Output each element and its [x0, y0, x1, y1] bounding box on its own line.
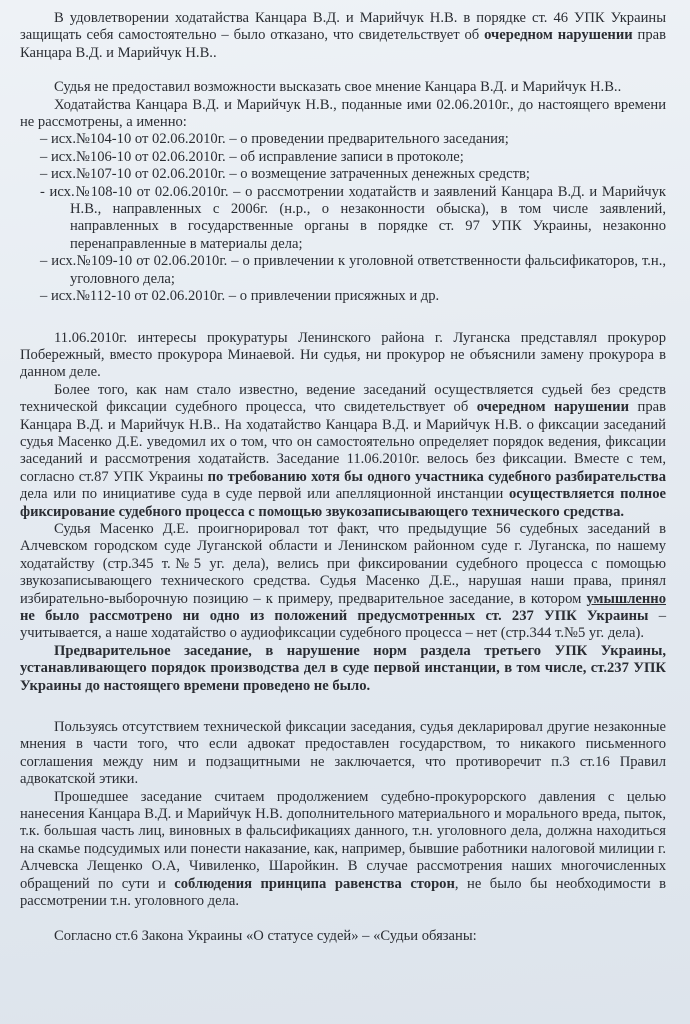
paragraph-lawyer-agreement: Пользуясь отсутствием технической фиксации заседания, судья декларировал другие незаконные мнения в части того, что если адвокат предоставлен государством, то никакого письменного соглашения между ним и подзащитными не заключается, что противоречит п.3 ст.16 Правил адвокатской этики. — [20, 719, 666, 788]
emphasis-next-violation: очередном нарушении — [484, 27, 633, 44]
paragraph-no-opinion: Судья не предоставил возможности высказать свое мнение Канцара В.Д. и Марийчук Н.В.. — [54, 79, 622, 96]
paragraph-recording-violation: Более того, как нам стало известно, ведение заседаний осуществляется судьей без средств технической фиксации судебного процесса, что свидетельствует об очередном нарушении прав Канцара В.Д. и Марийчук Н.В.. На ходатайство Канцара В.Д. и Марийчук Н.В. о фиксации заседаний судья Масенко Д.Е. уведомил их о том, что он самостоятельно определяет порядок ведения, фиксации заседаний и рассмотрения ходатайств. Заседание 11.06.2010г. велось без фиксации. Вместе с тем, согласно ст.87 УПК Украины по требованию хотя бы одного участника судебного разбирательства дела или по инициативе суда в суде первой или апелляционной инстанции осуществляется полное фиксирование судебного процесса с помощью звукозаписывающего технического средства. — [20, 381, 666, 520]
paragraph-judge-ignored: Судья Масенко Д.Е. проигнорировал тот факт, что предыдущие 56 судебных заседаний в Алчевском городском суде Луганской области и Ленинском районном суде г. Луганска, по нашему ходатайству (стр.345 т.№5 уг. дела), велись при фиксировании судебного процесса с помощью звукозаписывающего технического средства. Судья Масенко Д.Е., нарушая наши права, принял избирательно-выборочную позицию – к примеру, предварительное заседание, в котором умышленно не было рассмотрено ни одно из положений предусмотренных ст. 237 УПК Украины – учитывается, а наше ходатайство о аудиофиксации судебного процесса – нет (стр.344 т.№5 уг. дела). — [20, 520, 666, 642]
paragraph-pressure: Прошедшее заседание считаем продолжением судебно-прокурорского давления с целью нанесения Канцара В.Д. и Марийчук Н.В. дополнительного материального и морального вреда, пыток, т.к. большая часть лиц, виновных в фальсификациях данного, т.н. уголовного дела, должна находиться на скамье подсудимых или понести наказание, как, например, бывшие работники налоговой милиции г. Алчевска Лещенко О.А, Чивиленко, Шаройкин. В случае рассмотрения наших многочисленных обращений по сути и соблюдения принципа равенства сторон, не было бы необходимости в рассмотрении т.н. уголовного дела. — [20, 788, 666, 910]
paragraph-motions-intro: Ходатайства Канцара В.Д. и Марийчук Н.В., поданные ими 02.06.2010г., до настоящего времени не рассмотрены, а именно: — [20, 96, 666, 131]
motion-item: - исх.№108-10 от 02.06.2010г. – о рассмотрении ходатайств и заявлений Канцара В.Д. и Марийчук Н.В., направленных с 2006г. (н.р., о незаконности обыска), в том числе заявлений, направленных в государственные органы в порядке ст. 97 УПК Украины, незаконно перенаправленные в материалы дела; — [40, 183, 666, 252]
paragraph-law-on-judges: Согласно ст.6 Закона Украины «О статусе судей» – «Судьи обязаны: — [54, 927, 477, 944]
motion-item: – исх.№104-10 от 02.06.2010г. – о проведении предварительного заседания; — [40, 131, 509, 148]
emphasis-deliberately: умышленно — [586, 590, 666, 607]
paragraph-prosecutor-replacement: 11.06.2010г. интересы прокуратуры Ленинского района г. Луганска представлял прокурор Побережный, вместо прокурора Минаевой. Ни судья, ни прокурор не объяснили замену прокурора в данном деле. — [20, 329, 666, 381]
paragraph-preliminary-hearing: Предварительное заседание, в нарушение норм раздела третьего УПК Украины, устанавливающего порядок производства дел в суде первой инстанции, в том числе, ст.237 УПК Украины до настоящего времени проведено не было. — [20, 642, 666, 694]
motion-item: – исх.№109-10 от 02.06.2010г. – о привлечении к уголовной ответственности фальсификаторов, т.н., уголовного дела; — [40, 253, 666, 287]
motion-item: – исх.№106-10 от 02.06.2010г. – об исправление записи в протоколе; — [40, 148, 464, 165]
motion-item: – исх.№107-10 от 02.06.2010г. – о возмещение затраченных денежных средств; — [40, 166, 530, 183]
motion-item: – исх.№112-10 от 02.06.2010г. – о привлечении присяжных и др. — [40, 288, 440, 305]
motions-list — [20, 131, 666, 305]
paragraph-self-defense-refusal: В удовлетворении ходатайства Канцара В.Д. и Марийчук Н.В. в порядке ст. 46 УПК Украины защищать себя самостоятельно – было отказано, что свидетельствует об очередном нарушении прав Канцара В.Д. и Марийчук Н.В.. — [20, 10, 666, 61]
